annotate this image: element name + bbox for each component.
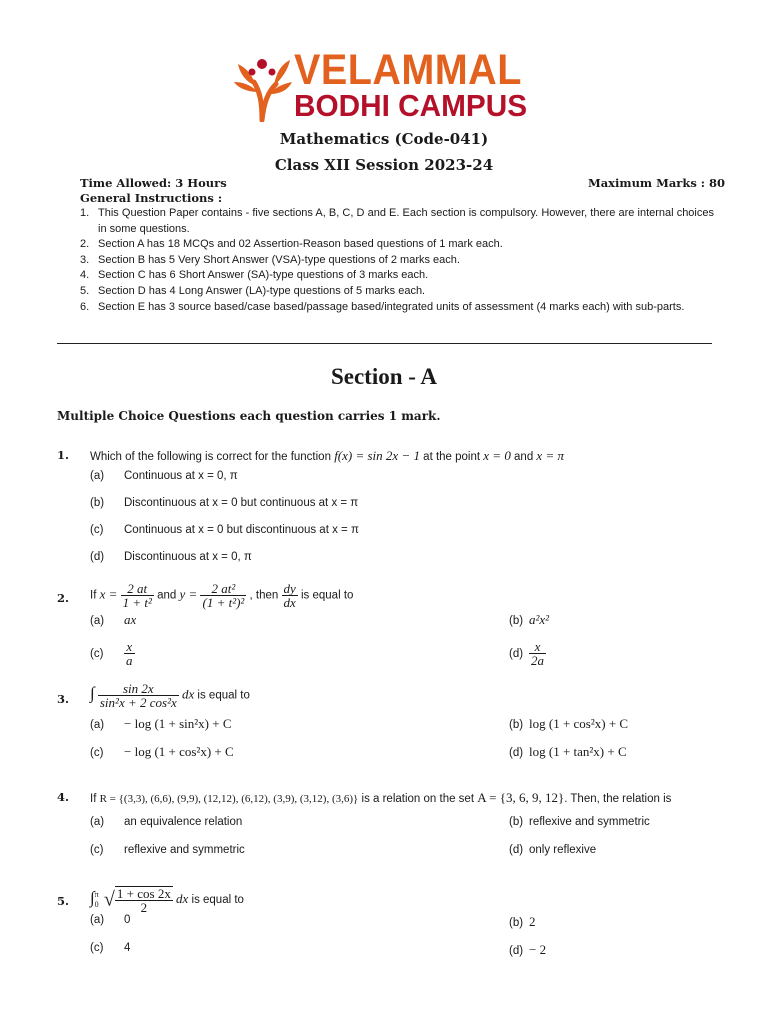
option-label: (b) [509,719,524,731]
question-text [90,790,671,806]
q5-denominator: 2 [140,900,148,915]
q2-x-numerator: 2 at [121,582,154,596]
instruction-number: 1. [80,207,90,219]
q2-derivative-den: dx [283,595,296,610]
option-label: (c) [90,942,104,954]
q1-function: f(x) = sin 2x − 1 [334,448,420,463]
maximum-marks: Maximum Marks : 80 [588,176,726,190]
instruction-item [80,253,714,269]
instruction-number: 5. [80,284,90,297]
divider-line [57,343,712,344]
q5-fraction [115,886,173,914]
option-text: 4 [124,942,131,954]
option-a [90,716,232,732]
option-a [90,816,242,828]
option-text: ax [124,612,137,627]
subject-title: Mathematics (Code-041) [279,130,489,148]
q3-fraction [98,682,179,709]
option-label: (b) [90,497,105,509]
q2-y-numerator: 2 at² [200,582,246,596]
instruction-item [80,268,714,284]
option-text: Continuous at x = 0 but discontinuous at x = π [124,524,359,536]
option-text: Continuous at x = 0, π [124,470,238,482]
q2-derivative [282,582,298,609]
q3-dx: dx [181,686,195,702]
option-label: (d) [509,844,524,856]
question-text [90,682,250,709]
time-allowed: Time Allowed: 3 Hours [80,176,227,190]
option-d [509,844,596,856]
option-b [509,612,549,628]
option-c [90,640,135,667]
instruction-text: Section C has 6 Short Answer (SA)-type questions of 3 marks each. [98,269,429,282]
option-label: (d) [509,647,524,660]
option-numerator: x [529,640,546,654]
q2-and: and [157,589,177,602]
option-label: (b) [509,917,524,929]
question-number: 1. [57,448,70,462]
q2-if: If [90,589,97,602]
option-label: (d) [90,551,105,563]
option-text: log (1 + tan²x) + C [529,744,627,759]
instruction-text: This Question Paper contains - five sections A, B, C, D and E. Each section is compulsory. However, there are internal choices in some questions. [98,207,714,235]
option-d [90,551,252,563]
option-text: reflexive and symmetric [124,844,245,856]
q3-tail: is equal to [197,689,250,702]
q5-integral: ∫ [90,888,95,908]
option-c [90,744,234,760]
q3-integral: ∫ [90,683,95,703]
option-text: − log (1 + sin²x) + C [124,716,232,731]
section-title: Section - A [330,364,438,389]
option-d [509,640,546,667]
q2-y-fraction [200,582,246,609]
question-4 [57,790,717,860]
option-text: 0 [124,914,131,926]
option-label: (c) [90,524,104,536]
option-label: (a) [90,914,105,926]
option-denominator: a [126,653,133,668]
instruction-item [80,206,714,237]
q1-text-a: Which of the following is correct for the function [90,451,331,463]
option-label: (d) [509,747,524,759]
q2-x-denominator: 1 + t² [122,595,152,610]
instruction-number: 4. [80,269,90,282]
option-label: (d) [509,945,524,957]
q5-numerator: 1 + cos 2x [116,886,171,901]
option-c [90,942,130,954]
option-b [90,497,358,509]
option-text: only reflexive [529,844,597,856]
option-label: (a) [90,816,105,828]
q2-x-eq: x = [99,586,118,602]
question-text [90,886,244,914]
option-a [90,612,136,628]
q5-upper-limit: π [94,890,99,899]
option-d [509,744,627,760]
instruction-number: 2. [80,238,90,251]
q5-lower-limit: 0 [94,900,99,909]
instruction-item [80,300,714,316]
question-text [90,448,564,464]
option-a [90,914,130,926]
option-text: Discontinuous at x = 0 but continuous at x = π [124,497,359,509]
instruction-number: 3. [80,253,90,266]
option-text: an equivalence relation [124,816,243,828]
option-text: reflexive and symmetric [529,816,650,828]
option-label: (a) [90,470,105,482]
q2-x-fraction [121,582,154,609]
instructions-title: General Instructions : [80,191,223,205]
option-d [509,942,546,958]
q4-tail: . Then, the relation is [564,793,672,805]
question-text [90,582,353,609]
question-5 [57,886,717,966]
q3-denominator: sin²x + 2 cos²x [99,695,177,710]
option-a [90,470,238,482]
q1-point-1: x = 0 [483,448,511,463]
q2-y-denominator: (1 + t²)² [202,595,245,610]
sqrt-icon: √ [103,888,115,911]
option-fraction [124,640,135,667]
q2-derivative-num: dy [283,581,296,596]
option-label: (a) [90,719,105,731]
q5-limits [95,890,99,910]
option-b [509,816,650,828]
bodhi-tree-logo-icon [232,52,294,122]
question-1 [57,448,717,568]
option-numerator: x [124,640,135,654]
option-label: (c) [90,844,104,856]
instruction-text: Section B has 5 Very Short Answer (VSA)-type questions of 2 marks each. [98,253,460,266]
logo-line-1: VELAMMAL [294,46,522,94]
option-label: (c) [90,647,104,660]
option-text: Discontinuous at x = 0, π [124,551,252,563]
option-fraction [529,640,546,667]
option-denominator: 2a [531,653,544,668]
question-3 [57,682,717,766]
question-number: 4. [57,790,70,804]
instruction-text: Section E has 3 source based/case based/passage based/integrated units of assessment (4 marks each) with sub-parts. [98,300,685,313]
question-2 [57,582,717,666]
section-subtitle: Multiple Choice Questions each question carries 1 mark. [57,409,441,423]
q2-y-eq: y = [179,586,198,602]
q4-relation: R = {(3,3), (6,6), (9,9), (12,12), (6,12), (3,9), (3,12), (3,6)} [99,793,359,805]
school-logo [232,48,542,124]
option-c [90,524,359,536]
q1-text-c: and [514,451,534,463]
question-number: 5. [57,894,70,908]
q4-if: If [90,793,97,805]
q1-text-b: at the point [423,451,481,463]
question-number: 2. [57,591,70,605]
q3-numerator: sin 2x [98,682,179,696]
q4-set: A = {3, 6, 9, 12} [477,790,565,805]
option-text: − log (1 + cos²x) + C [124,744,234,759]
option-b [509,716,628,732]
session-title: Class XII Session 2023-24 [274,156,494,174]
q2-then: , then [249,589,279,602]
instruction-number: 6. [80,300,90,313]
option-label: (a) [90,615,105,627]
option-text: a²x² [529,612,550,627]
option-text: log (1 + cos²x) + C [529,716,629,731]
q5-dx: dx [176,891,189,907]
q1-point-2: x = π [536,448,564,463]
q2-tail: is equal to [301,589,354,602]
instruction-item [80,237,714,253]
general-instructions [80,206,714,315]
option-text: − 2 [529,942,547,957]
q5-tail: is equal to [191,894,244,907]
option-label: (c) [90,747,104,759]
instruction-text: Section D has 4 Long Answer (LA)-type questions of 5 marks each. [98,284,426,297]
option-label: (b) [509,615,524,627]
option-label: (b) [509,816,524,828]
logo-line-2: BODHI CAMPUS [294,88,528,123]
q4-mid: is a relation on the set [361,793,475,805]
instruction-text: Section A has 18 MCQs and 02 Assertion-Reason based questions of 1 mark each. [98,238,503,251]
question-number: 3. [57,692,70,706]
option-b [509,914,536,930]
option-c [90,844,245,856]
option-text: 2 [529,914,536,929]
instruction-item [80,284,714,300]
